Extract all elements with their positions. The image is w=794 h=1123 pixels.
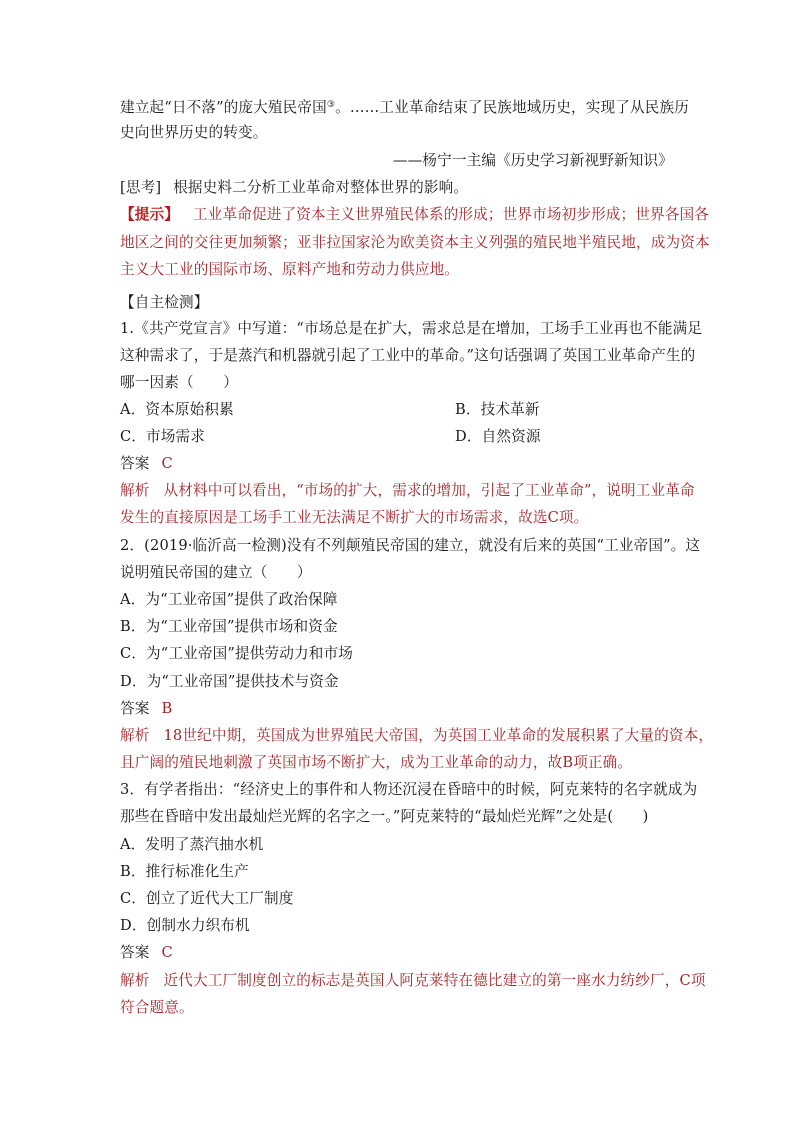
question-2-analysis-line-2: 且广阔的殖民地刺激了英国市场不断扩大，成为工业革命的动力，故B项正确。 [120, 754, 633, 771]
intro-text: 建立起“日不落”的庞大殖民帝国 [120, 99, 327, 116]
option-c: C．市场需求 [120, 428, 206, 445]
intro-line-1 [120, 96, 689, 117]
question-3-answer [120, 944, 173, 962]
question-2-line-1: 2．(2019·临沂高一检测)没有不列颠殖民帝国的建立，就没有后来的英国“工业帝国”。这 [120, 537, 701, 554]
question-3-line-1: 3．有学者指出：“经济史上的事件和人物还沉浸在昏暗中的时候，阿克莱特的名字就成为 [120, 781, 698, 798]
answer-value: C [161, 455, 173, 472]
hint-text: 工业革命促进了资本主义世界殖民体系的形成；世界市场初步形成；世界各国各 [192, 206, 710, 223]
question-3-analysis-line-1 [120, 972, 706, 990]
question-3-option-b: B．推行标准化生产 [120, 863, 249, 880]
option-b: B．技术革新 [455, 401, 540, 418]
question-1-analysis-line-1 [120, 482, 695, 500]
answer-label: 答案 [120, 700, 150, 717]
answer-value: B [161, 700, 173, 717]
analysis-text: 从材料中可以看出，“市场的扩大，需求的增加，引起了工业革命”，说明工业革命 [163, 482, 695, 499]
question-1-answer [120, 455, 173, 473]
question-1-line-2: 这种需求了，于是蒸汽和机器就引起了工业中的革命。”这句话强调了英国工业革命产生的 [120, 347, 696, 364]
intro-text: 。……工业革命结束了民族地域历史，实现了从民族历 [335, 99, 689, 116]
answer-label: 答案 [120, 944, 150, 961]
analysis-text: 18世纪中期，英国成为世界殖民大帝国，为英国工业革命的发展积累了大量的资本， [163, 727, 714, 744]
intro-line-2: 史向世界历史的转变。 [120, 124, 268, 141]
footnote-mark: ③ [326, 100, 336, 110]
hint-line-2: 地区之间的交往更加频繁；亚非拉国家沦为欧美资本主义列强的殖民地半殖民地，成为资本 [120, 234, 710, 251]
question-3-option-d: D．创制水力织布机 [120, 917, 250, 934]
source-citation: ——杨宁一主编《历史学习新视野新知识》 [392, 152, 673, 169]
analysis-label: 解析 [120, 482, 150, 499]
analysis-text: 近代大工厂制度创立的标志是英国人阿克莱特在德比建立的第一座水力纺纱厂，C项 [163, 972, 706, 989]
question-3-analysis-line-2: 符合题意。 [120, 999, 194, 1016]
question-1-line-3: 哪一因素（ ） [120, 374, 238, 391]
question-1-analysis-line-2: 发生的直接原因是工场手工业无法满足不断扩大的市场需求，故选C项。 [120, 509, 589, 526]
question-2-option-a: A．为“工业帝国”提供了政治保障 [120, 591, 338, 608]
question-1-options-row-2 [120, 428, 541, 446]
think-text: 根据史料二分析工业革命对整体世界的影响。 [173, 179, 469, 196]
section-title: 【自主检测】 [120, 294, 209, 311]
question-2-answer [120, 700, 172, 718]
question-2-option-b: B．为“工业帝国”提供市场和资金 [120, 618, 338, 635]
analysis-label: 解析 [120, 972, 150, 989]
question-2-line-2: 说明殖民帝国的建立（ ） [120, 564, 312, 581]
question-2-analysis-line-1 [120, 727, 713, 745]
question-3-option-c: C．创立了近代大工厂制度 [120, 890, 294, 907]
question-2-option-c: C．为“工业帝国”提供劳动力和市场 [120, 645, 353, 662]
question-1-options-row-1 [120, 401, 540, 419]
hint-line-3: 主义大工业的国际市场、原料产地和劳动力供应地。 [120, 261, 460, 278]
analysis-label: 解析 [120, 727, 150, 744]
think-tag: [思考] [120, 179, 162, 196]
question-3-line-2: 那些在昏暗中发出最灿烂光辉的名字之一。”阿克莱特的“最灿烂光辉”之处是( ) [120, 808, 649, 825]
hint-line-1 [120, 206, 709, 224]
think-line [120, 179, 468, 197]
question-1-line-1: 1.《共产党宣言》中写道：“市场总是在扩大，需求总是在增加，工场手工业再也不能满足 [120, 320, 703, 337]
answer-value: C [161, 944, 173, 961]
option-a: A．资本原始积累 [120, 401, 234, 418]
hint-tag: 【提示】 [120, 206, 179, 223]
question-3-option-a: A．发明了蒸汽抽水机 [120, 836, 264, 853]
answer-label: 答案 [120, 455, 150, 472]
option-d: D．自然资源 [455, 428, 541, 445]
question-2-option-d: D．为“工业帝国”提供技术与资金 [120, 673, 339, 690]
